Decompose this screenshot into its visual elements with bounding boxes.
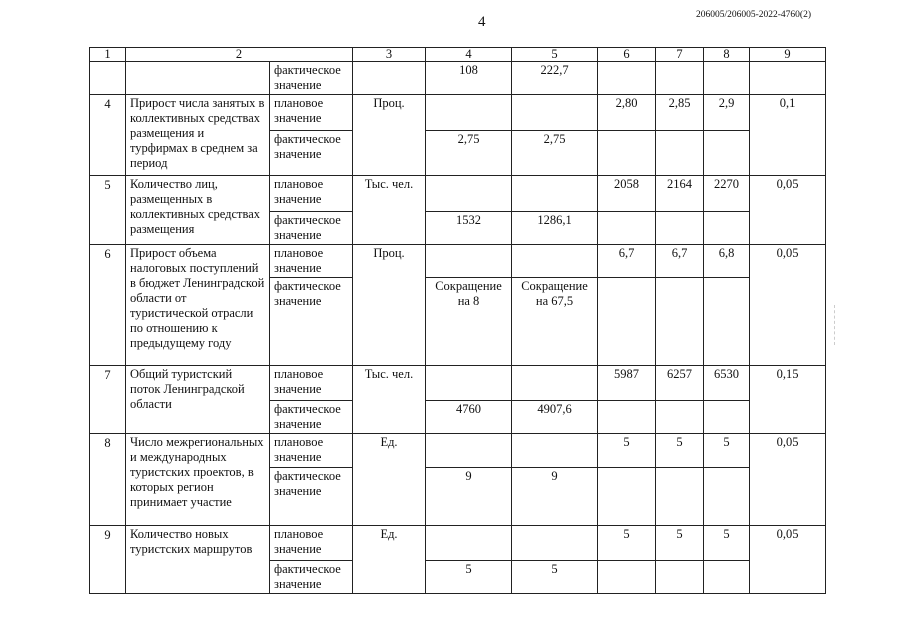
weight-value: 0,05 [750, 434, 826, 526]
column-header: 4 [426, 48, 512, 62]
column-header: 8 [704, 48, 750, 62]
plan-value: 6,7 [598, 245, 656, 278]
table-cell [512, 526, 598, 561]
value-type-label: плановое значение [270, 95, 353, 131]
table-cell [353, 62, 426, 95]
table-cell [598, 468, 656, 526]
plan-value: 5 [704, 526, 750, 561]
table-cell [512, 176, 598, 212]
table-cell [426, 176, 512, 212]
indicator-name: Общий туристский поток Ленинградской области [126, 366, 270, 434]
table-cell [656, 561, 704, 594]
table-cell [598, 212, 656, 245]
value-type-label: фактическое значение [270, 131, 353, 176]
plan-value: 6530 [704, 366, 750, 401]
table-cell: 222,7 [512, 62, 598, 95]
indicator-name: Прирост объема налоговых поступлений в бюджет Ленинградской области от туристической отрасли по отношению к предыдущему году [126, 245, 270, 366]
indicator-name: Число межрегиональных и международных туристских проектов, в которых регион принимает участие [126, 434, 270, 526]
column-header: 1 [90, 48, 126, 62]
indicator-name: Количество новых туристских маршрутов [126, 526, 270, 594]
row-number: 9 [90, 526, 126, 594]
table-cell [598, 131, 656, 176]
plan-value: 6,8 [704, 245, 750, 278]
column-header: 3 [353, 48, 426, 62]
plan-value: 5 [598, 434, 656, 468]
table-cell [598, 561, 656, 594]
value-type-label: фактическое значение [270, 401, 353, 434]
weight-value: 0,1 [750, 95, 826, 176]
plan-value: 2,80 [598, 95, 656, 131]
plan-value: 2,85 [656, 95, 704, 131]
row-number: 4 [90, 95, 126, 176]
plan-value: 5 [656, 434, 704, 468]
plan-value: 2,9 [704, 95, 750, 131]
table-cell [656, 468, 704, 526]
fact-value: 9 [512, 468, 598, 526]
table-cell [704, 401, 750, 434]
table-cell: 108 [426, 62, 512, 95]
value-type-label: плановое значение [270, 526, 353, 561]
table-row [90, 245, 826, 278]
column-header: 7 [656, 48, 704, 62]
value-type-label: плановое значение [270, 245, 353, 278]
unit: Ед. [353, 434, 426, 526]
table-cell [512, 434, 598, 468]
table-row [90, 526, 826, 561]
table-cell [704, 468, 750, 526]
table-cell [90, 62, 126, 95]
row-number: 8 [90, 434, 126, 526]
table-cell [704, 278, 750, 366]
indicator-name: Прирост числа занятых в коллективных средствах размещения и турфирмах в среднем за период [126, 95, 270, 176]
table-cell [426, 95, 512, 131]
plan-value: 2270 [704, 176, 750, 212]
fact-value: 5 [512, 561, 598, 594]
table-row [90, 95, 826, 131]
table-cell [426, 366, 512, 401]
row-number: 7 [90, 366, 126, 434]
weight-value: 0,15 [750, 366, 826, 434]
plan-value: 5 [656, 526, 704, 561]
table-cell [656, 401, 704, 434]
unit: Проц. [353, 245, 426, 366]
table-cell [656, 212, 704, 245]
table-cell [704, 131, 750, 176]
document-id: 206005/206005-2022-4760(2) [695, 10, 811, 20]
plan-value: 5 [704, 434, 750, 468]
table-cell [704, 561, 750, 594]
table-cell [426, 434, 512, 468]
row-number: 6 [90, 245, 126, 366]
weight-value: 0,05 [750, 526, 826, 594]
plan-value: 6257 [656, 366, 704, 401]
table-row [90, 176, 826, 212]
indicators-table [89, 47, 826, 594]
table-cell [512, 95, 598, 131]
table-cell [598, 278, 656, 366]
weight-value: 0,05 [750, 176, 826, 245]
fact-value: 9 [426, 468, 512, 526]
table-cell [512, 366, 598, 401]
row-number: 5 [90, 176, 126, 245]
table-cell [750, 62, 826, 95]
value-type-label: фактическое значение [270, 561, 353, 594]
unit: Тыс. чел. [353, 366, 426, 434]
table-cell [426, 526, 512, 561]
table-row [90, 366, 826, 401]
scan-artifact [834, 305, 841, 345]
table-row [90, 434, 826, 468]
fact-value: 5 [426, 561, 512, 594]
table-cell [512, 245, 598, 278]
value-type-label: плановое значение [270, 366, 353, 401]
table-cell [656, 131, 704, 176]
weight-value: 0,05 [750, 245, 826, 366]
table-cell [704, 212, 750, 245]
table-cell [126, 62, 270, 95]
value-type-label: фактическое значение [270, 278, 353, 366]
unit: Тыс. чел. [353, 176, 426, 245]
fact-value: 1286,1 [512, 212, 598, 245]
column-header: 5 [512, 48, 598, 62]
plan-value: 5 [598, 526, 656, 561]
value-type-label: плановое значение [270, 176, 353, 212]
table-cell [426, 245, 512, 278]
fact-value: Сокращение на 67,5 [512, 278, 598, 366]
fact-value: Сокращение на 8 [426, 278, 512, 366]
column-header: 9 [750, 48, 826, 62]
value-type-label: фактическое значение [270, 212, 353, 245]
table-cell [656, 62, 704, 95]
fact-value: 2,75 [512, 131, 598, 176]
table-header-row [90, 48, 826, 62]
fact-value: 1532 [426, 212, 512, 245]
page-number: 4 [478, 14, 486, 30]
value-type-label: фактическое значение [270, 468, 353, 526]
table-cell [598, 401, 656, 434]
fact-value: 4760 [426, 401, 512, 434]
value-type-label: фактическое значение [270, 62, 353, 95]
fact-value: 4907,6 [512, 401, 598, 434]
table-cell [656, 278, 704, 366]
table-row [90, 62, 826, 95]
value-type-label: плановое значение [270, 434, 353, 468]
column-header: 6 [598, 48, 656, 62]
unit: Проц. [353, 95, 426, 176]
table-cell [704, 62, 750, 95]
unit: Ед. [353, 526, 426, 594]
table-cell [598, 62, 656, 95]
indicator-name: Количество лиц, размещенных в коллективных средствах размещения [126, 176, 270, 245]
plan-value: 2164 [656, 176, 704, 212]
plan-value: 5987 [598, 366, 656, 401]
plan-value: 6,7 [656, 245, 704, 278]
column-header: 2 [126, 48, 353, 62]
plan-value: 2058 [598, 176, 656, 212]
fact-value: 2,75 [426, 131, 512, 176]
